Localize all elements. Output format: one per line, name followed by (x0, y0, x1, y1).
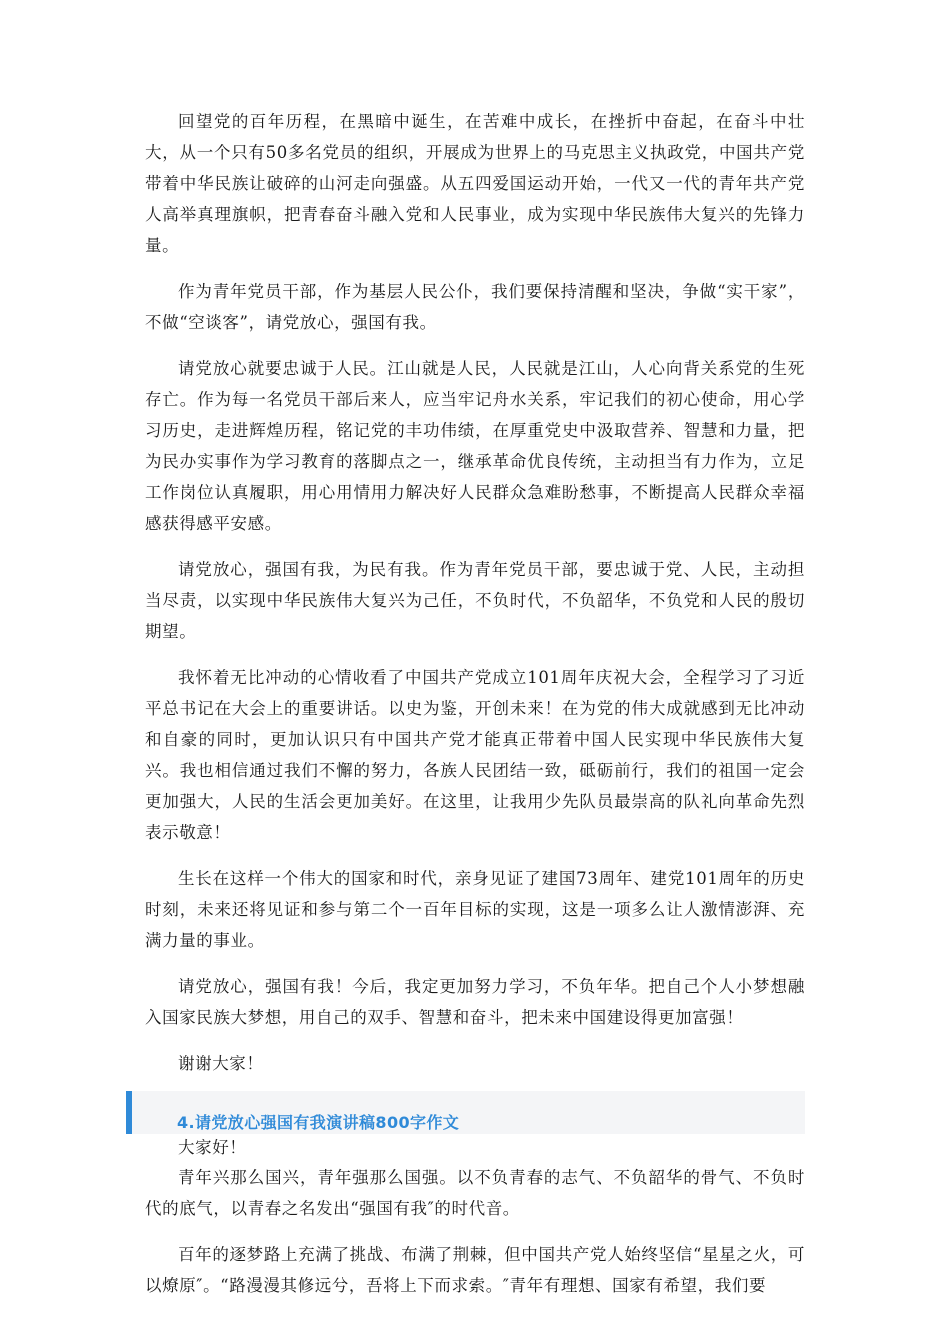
section-paragraph-1: 青年兴那么国兴，青年强那么国强。以不负青春的志气、不负韶华的骨气、不负时代的底气，以青春之名发出“强国有我″的时代音。 (145, 1168, 805, 1218)
section-heading (126, 1091, 805, 1134)
document-page (145, 106, 805, 1301)
paragraph-2: 作为青年党员干部，作为基层人民公仆，我们要保持清醒和坚决，争做“实干家”，不做“空谈客”，请党放心，强国有我。 (145, 282, 805, 332)
greeting: 大家好！ (178, 1138, 247, 1157)
paragraph-5: 我怀着无比冲动的心情收看了中国共产党成立101周年庆祝大会，全程学习了习近平总书记在大会上的重要讲话。以史为鉴，开创未来！在为党的伟大成就感到无比冲动和自豪的同时，更加认识只有中国共产党才能真正带着中国人民实现中华民族伟大复兴。我也相信通过我们不懈的努力，各族人民团结一致，砥砺前行，我们的祖国一定会更加强大，人民的生活会更加美好。在这里，让我用少先队员最崇高的队礼向革命先烈表示敬意！ (145, 668, 805, 842)
section-paragraph-2: 百年的逐梦路上充满了挑战、布满了荆棘，但中国共产党人始终坚信“星星之火，可以燎原″。“路漫漫其修远兮，吾将上下而求索。″青年有理想、国家有希望，我们要 (145, 1245, 805, 1295)
heading-accent-bar (126, 1091, 132, 1134)
paragraph-7: 请党放心，强国有我！今后，我定更加努力学习，不负年华。把自己个人小梦想融入国家民族大梦想，用自己的双手、智慧和奋斗，把未来中国建设得更加富强！ (145, 977, 805, 1027)
paragraph-3: 请党放心就要忠诚于人民。江山就是人民，人民就是江山，人心向背关系党的生死存亡。作为每一名党员干部后来人，应当牢记舟水关系，牢记我们的初心使命，用心学习历史，走进辉煌历程，铭记党的丰功伟绩，在厚重党史中汲取营养、智慧和力量，把为民办实事作为学习教育的落脚点之一，继承革命优良传统，主动担当有力作为，立足工作岗位认真履职，用心用情用力解决好人民群众急难盼愁事，不断提高人民群众幸福感获得感平安感。 (145, 359, 805, 533)
paragraph-1: 回望党的百年历程，在黑暗中诞生，在苦难中成长，在挫折中奋起，在奋斗中壮大，从一个只有50多名党员的组织，开展成为世界上的马克思主义执政党，中国共产党带着中华民族让破碎的山河走向强盛。从五四爱国运动开始，一代又一代的青年共产党人高举真理旗帜，把青春奋斗融入党和人民事业，成为实现中华民族伟大复兴的先锋力量。 (145, 112, 805, 255)
paragraph-6: 生长在这样一个伟大的国家和时代，亲身见证了建国73周年、建党101周年的历史时刻，未来还将见证和参与第二个一百年目标的实现，这是一项多么让人激情澎湃、充满力量的事业。 (145, 869, 805, 950)
closing-thanks: 谢谢大家！ (178, 1054, 264, 1073)
section-title: 4.请党放心强国有我演讲稿800字作文 (177, 1113, 460, 1132)
paragraph-4: 请党放心，强国有我，为民有我。作为青年党员干部，要忠诚于党、人民，主动担当尽责，以实现中华民族伟大复兴为己任，不负时代，不负韶华，不负党和人民的殷切期望。 (145, 560, 805, 641)
